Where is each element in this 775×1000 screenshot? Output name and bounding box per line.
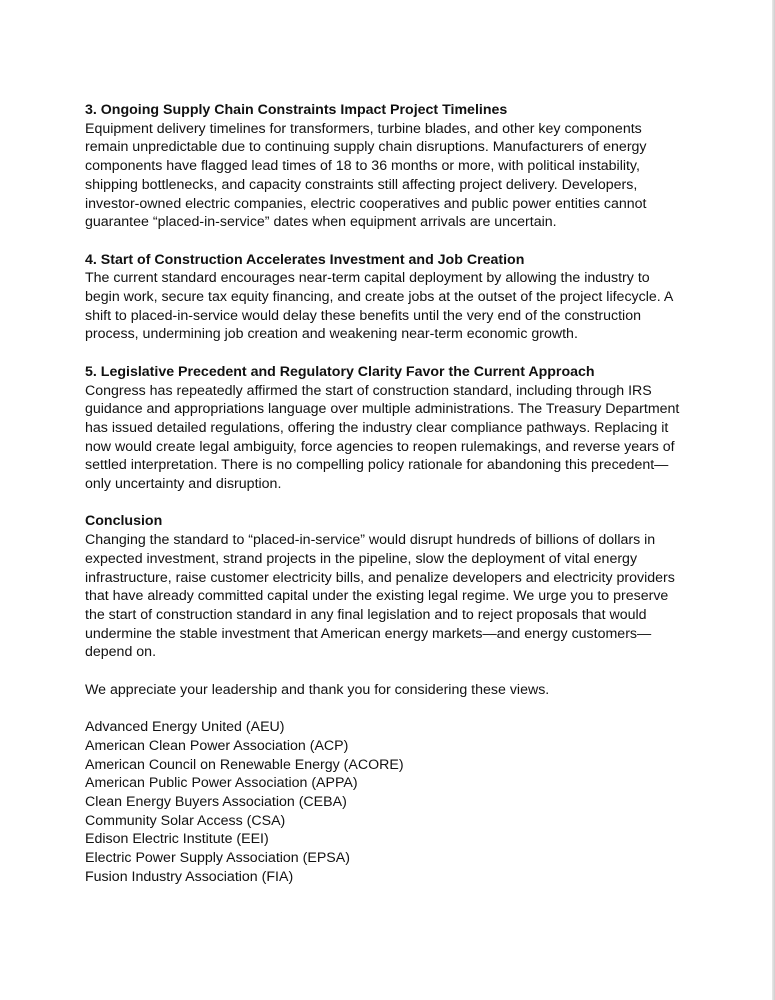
signatory-item: Electric Power Supply Association (EPSA) bbox=[85, 850, 350, 867]
section-conclusion bbox=[85, 512, 685, 662]
signatory-item: American Clean Power Association (ACP) bbox=[85, 737, 349, 754]
section-paragraph: Changing the standard to “placed-in-service” would disrupt hundreds of billions of dollars in expected investment, strand projects in the pipeline, slow the deployment of vital energy infrastructure, raise customer electricity bills, and penalize developers and electricity providers that have already committed capital under the existing legal regime. We urge you to preserve the start of construction standard in any final legislation and to reject proposals that would undermine the stable investment that American energy markets—and energy customers—depend on. bbox=[85, 532, 675, 661]
letter-body bbox=[85, 101, 685, 886]
section-paragraph: Congress has repeatedly affirmed the start of construction standard, including through IRS guidance and appropriations language over multiple administrations. The Treasury Department has issued detailed regulations, offering the industry clear compliance pathways. Replacing it now would create legal ambiguity, force agencies to reopen rulemakings, and reverse years of settled interpretation. There is no compelling policy rationale for abandoning this precedent—only uncertainty and disruption. bbox=[85, 382, 680, 493]
signatory-item: Clean Energy Buyers Association (CEBA) bbox=[85, 793, 347, 810]
signatory-item: Advanced Energy United (AEU) bbox=[85, 719, 285, 736]
closing-line-block bbox=[85, 681, 685, 700]
section-heading: 4. Start of Construction Accelerates Investment and Job Creation bbox=[85, 251, 525, 268]
section-paragraph: The current standard encourages near-term capital deployment by allowing the industry to begin work, secure tax equity financing, and create jobs at the outset of the project lifecycle. A shift to placed-in-service would delay these benefits until the very end of the construction process, undermining job creation and weakening near-term economic growth. bbox=[85, 270, 673, 343]
section-heading: Conclusion bbox=[85, 513, 163, 530]
section-legislative-precedent bbox=[85, 363, 685, 494]
section-supply-chain bbox=[85, 101, 685, 232]
section-paragraph: Equipment delivery timelines for transformers, turbine blades, and other key components remain unpredictable due to continuing supply chain disruptions. Manufacturers of energy components have flagged lead times of 18 to 36 months or more, with political instability, shipping bottlenecks, and capacity constraints still affecting project delivery. Developers, investor-owned electric companies, electric cooperatives and public power entities cannot guarantee “placed-in-service” dates when equipment arrivals are uncertain. bbox=[85, 120, 647, 231]
section-heading: 5. Legislative Precedent and Regulatory Clarity Favor the Current Approach bbox=[85, 363, 595, 380]
signatory-item: American Public Power Association (APPA) bbox=[85, 775, 358, 792]
signatory-item: Fusion Industry Association (FIA) bbox=[85, 868, 294, 885]
signatory-item: American Council on Renewable Energy (ACORE) bbox=[85, 756, 404, 773]
signatory-list bbox=[85, 718, 685, 886]
section-start-of-construction bbox=[85, 251, 685, 345]
section-heading: 3. Ongoing Supply Chain Constraints Impact Project Timelines bbox=[85, 102, 508, 118]
signatory-item: Edison Electric Institute (EEI) bbox=[85, 831, 269, 848]
closing-line: We appreciate your leadership and thank you for considering these views. bbox=[85, 681, 550, 698]
signatory-item: Community Solar Access (CSA) bbox=[85, 812, 286, 829]
